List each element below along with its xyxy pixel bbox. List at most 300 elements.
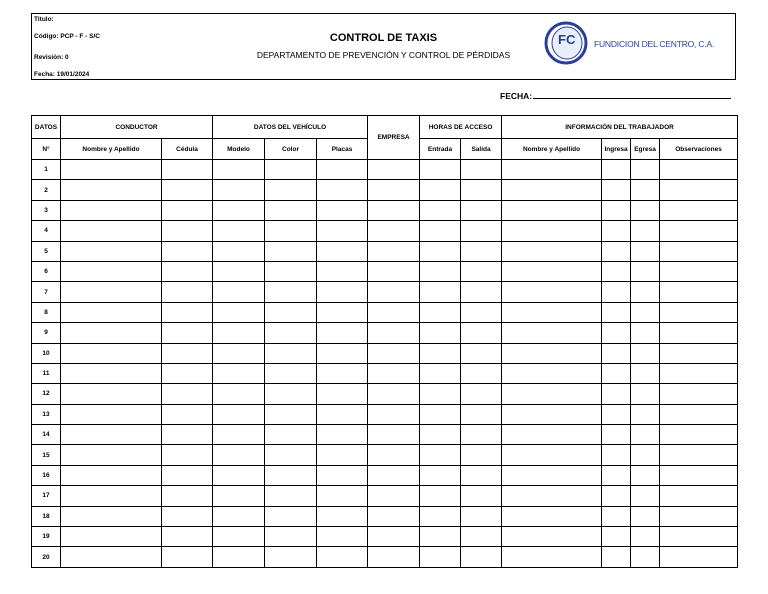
- col-numero: N°: [32, 139, 61, 160]
- table-cell[interactable]: [61, 302, 162, 322]
- table-cell[interactable]: [368, 343, 420, 363]
- table-cell[interactable]: [368, 465, 420, 485]
- table-cell[interactable]: [461, 261, 502, 281]
- table-row: [32, 547, 738, 567]
- table-cell[interactable]: [213, 404, 265, 424]
- col-conductor-nombre: Nombre y Apellido: [61, 139, 162, 160]
- table-cell[interactable]: [61, 261, 162, 281]
- group-conductor: CONDUCTOR: [61, 116, 213, 139]
- fecha-field: [500, 91, 731, 101]
- table-cell[interactable]: [602, 425, 631, 445]
- table-cell[interactable]: [213, 221, 265, 241]
- table-cell[interactable]: [213, 465, 265, 485]
- table-cell[interactable]: [461, 221, 502, 241]
- group-horas: HORAS DE ACCESO: [420, 116, 502, 139]
- table-cell[interactable]: [420, 160, 461, 180]
- table-cell[interactable]: [213, 486, 265, 506]
- table-cell[interactable]: [368, 221, 420, 241]
- table-cell[interactable]: [420, 547, 461, 567]
- table-cell[interactable]: [162, 547, 213, 567]
- table-cell[interactable]: [631, 261, 660, 281]
- company-logo: [542, 20, 715, 66]
- fecha-meta-label: Fecha: 19/01/2024: [34, 71, 90, 78]
- table-cell[interactable]: [420, 486, 461, 506]
- table-cell[interactable]: [213, 445, 265, 465]
- table-cell[interactable]: [461, 180, 502, 200]
- table-cell[interactable]: [265, 180, 317, 200]
- table-row: [32, 241, 738, 261]
- table-cell[interactable]: [420, 527, 461, 547]
- table-cell[interactable]: [461, 425, 502, 445]
- table-cell[interactable]: [368, 404, 420, 424]
- table-row: [32, 200, 738, 220]
- table-cell[interactable]: [162, 445, 213, 465]
- table-cell[interactable]: [317, 547, 368, 567]
- table-cell[interactable]: [368, 323, 420, 343]
- table-cell[interactable]: [602, 384, 631, 404]
- table-cell[interactable]: [162, 261, 213, 281]
- table-cell[interactable]: [631, 486, 660, 506]
- fc-logo-icon: [542, 20, 590, 66]
- table-cell[interactable]: [265, 343, 317, 363]
- table-cell[interactable]: [602, 160, 631, 180]
- table-cell[interactable]: [368, 527, 420, 547]
- table-cell[interactable]: [631, 425, 660, 445]
- table-cell[interactable]: [265, 486, 317, 506]
- table-cell[interactable]: [602, 465, 631, 485]
- row-number: 14: [32, 425, 61, 445]
- table-cell[interactable]: [502, 282, 602, 302]
- table-cell[interactable]: [61, 221, 162, 241]
- table-cell[interactable]: [265, 506, 317, 526]
- table-cell[interactable]: [265, 200, 317, 220]
- col-trabajador-nombre: Nombre y Apellido: [502, 139, 602, 160]
- table-cell[interactable]: [213, 200, 265, 220]
- table-cell[interactable]: [368, 302, 420, 322]
- table-cell[interactable]: [317, 323, 368, 343]
- table-cell[interactable]: [61, 404, 162, 424]
- table-cell[interactable]: [317, 221, 368, 241]
- table-cell[interactable]: [265, 302, 317, 322]
- col-observaciones: Observaciones: [660, 139, 738, 160]
- table-row: [32, 486, 738, 506]
- table-cell[interactable]: [213, 384, 265, 404]
- table-cell[interactable]: [61, 180, 162, 200]
- table-cell[interactable]: [631, 465, 660, 485]
- table-cell[interactable]: [162, 465, 213, 485]
- table-cell[interactable]: [61, 486, 162, 506]
- table-cell[interactable]: [213, 302, 265, 322]
- table-cell[interactable]: [631, 404, 660, 424]
- table-cell[interactable]: [502, 445, 602, 465]
- table-cell[interactable]: [213, 180, 265, 200]
- table-cell[interactable]: [602, 404, 631, 424]
- table-cell[interactable]: [602, 445, 631, 465]
- titulo-label: Titulo:: [34, 16, 54, 23]
- table-row: [32, 302, 738, 322]
- table-cell[interactable]: [61, 160, 162, 180]
- table-cell[interactable]: [461, 323, 502, 343]
- table-cell[interactable]: [61, 506, 162, 526]
- taxi-control-table: [31, 115, 738, 568]
- table-cell[interactable]: [660, 527, 738, 547]
- table-cell[interactable]: [162, 323, 213, 343]
- table-cell[interactable]: [317, 241, 368, 261]
- table-cell[interactable]: [162, 425, 213, 445]
- table-cell[interactable]: [317, 486, 368, 506]
- logo-initials: FC: [558, 32, 576, 47]
- table-cell[interactable]: [420, 465, 461, 485]
- table-cell[interactable]: [502, 547, 602, 567]
- table-cell[interactable]: [265, 547, 317, 567]
- table-cell[interactable]: [213, 261, 265, 281]
- table-row: [32, 445, 738, 465]
- table-cell[interactable]: [368, 241, 420, 261]
- table-cell[interactable]: [317, 445, 368, 465]
- table-cell[interactable]: [265, 282, 317, 302]
- table-cell[interactable]: [660, 363, 738, 383]
- table-cell[interactable]: [602, 363, 631, 383]
- col-ingresa: Ingresa: [602, 139, 631, 160]
- table-cell[interactable]: [420, 404, 461, 424]
- table-cell[interactable]: [631, 180, 660, 200]
- table-cell[interactable]: [162, 241, 213, 261]
- table-row: [32, 527, 738, 547]
- table-cell[interactable]: [61, 241, 162, 261]
- table-cell[interactable]: [502, 425, 602, 445]
- table-cell[interactable]: [317, 404, 368, 424]
- table-cell[interactable]: [461, 506, 502, 526]
- table-cell[interactable]: [162, 384, 213, 404]
- table-cell[interactable]: [368, 363, 420, 383]
- table-cell[interactable]: [317, 363, 368, 383]
- table-cell[interactable]: [265, 160, 317, 180]
- table-cell[interactable]: [317, 282, 368, 302]
- row-number: 10: [32, 343, 61, 363]
- table-row: [32, 465, 738, 485]
- table-cell[interactable]: [420, 241, 461, 261]
- col-color: Color: [265, 139, 317, 160]
- table-cell[interactable]: [317, 384, 368, 404]
- table-cell[interactable]: [213, 282, 265, 302]
- table-cell[interactable]: [61, 425, 162, 445]
- table-cell[interactable]: [602, 323, 631, 343]
- table-cell[interactable]: [420, 221, 461, 241]
- row-number: 15: [32, 445, 61, 465]
- table-cell[interactable]: [502, 343, 602, 363]
- table-cell[interactable]: [420, 384, 461, 404]
- table-cell[interactable]: [162, 404, 213, 424]
- table-cell[interactable]: [461, 486, 502, 506]
- table-cell[interactable]: [602, 547, 631, 567]
- table-cell[interactable]: [660, 200, 738, 220]
- col-cedula: Cédula: [162, 139, 213, 160]
- table-cell[interactable]: [265, 241, 317, 261]
- table-cell[interactable]: [265, 261, 317, 281]
- table-cell[interactable]: [660, 221, 738, 241]
- row-number: 5: [32, 241, 61, 261]
- table-cell[interactable]: [162, 486, 213, 506]
- table-cell[interactable]: [602, 241, 631, 261]
- table-cell[interactable]: [368, 384, 420, 404]
- table-cell[interactable]: [602, 527, 631, 547]
- table-cell[interactable]: [631, 384, 660, 404]
- table-cell[interactable]: [660, 323, 738, 343]
- row-number: 2: [32, 180, 61, 200]
- table-cell[interactable]: [265, 425, 317, 445]
- table-row: [32, 282, 738, 302]
- table-cell[interactable]: [602, 302, 631, 322]
- table-cell[interactable]: [420, 302, 461, 322]
- table-cell[interactable]: [602, 261, 631, 281]
- table-cell[interactable]: [162, 200, 213, 220]
- table-cell[interactable]: [317, 180, 368, 200]
- table-cell[interactable]: [162, 180, 213, 200]
- table-cell[interactable]: [502, 261, 602, 281]
- table-cell[interactable]: [602, 200, 631, 220]
- row-number: 11: [32, 363, 61, 383]
- table-row: [32, 506, 738, 526]
- table-cell[interactable]: [162, 527, 213, 547]
- table-cell[interactable]: [61, 323, 162, 343]
- table-cell[interactable]: [502, 404, 602, 424]
- group-trabajador: INFORMACIÓN DEL TRABAJADOR: [502, 116, 738, 139]
- table-cell[interactable]: [502, 241, 602, 261]
- table-cell[interactable]: [162, 343, 213, 363]
- table-cell[interactable]: [660, 425, 738, 445]
- table-cell[interactable]: [317, 200, 368, 220]
- table-cell[interactable]: [631, 445, 660, 465]
- table-cell[interactable]: [461, 343, 502, 363]
- table-cell[interactable]: [631, 343, 660, 363]
- table-cell[interactable]: [660, 404, 738, 424]
- table-cell[interactable]: [502, 506, 602, 526]
- table-cell[interactable]: [61, 465, 162, 485]
- group-datos: DATOS: [32, 116, 61, 139]
- table-cell[interactable]: [368, 282, 420, 302]
- table-cell[interactable]: [162, 302, 213, 322]
- table-cell[interactable]: [602, 221, 631, 241]
- table-cell[interactable]: [61, 200, 162, 220]
- table-cell[interactable]: [317, 343, 368, 363]
- table-cell[interactable]: [502, 486, 602, 506]
- table-cell[interactable]: [502, 384, 602, 404]
- table-cell[interactable]: [602, 506, 631, 526]
- row-number: 1: [32, 160, 61, 180]
- table-row: [32, 363, 738, 383]
- table-cell[interactable]: [162, 363, 213, 383]
- table-cell[interactable]: [660, 445, 738, 465]
- col-entrada: Entrada: [420, 139, 461, 160]
- table-cell[interactable]: [162, 160, 213, 180]
- table-cell[interactable]: [461, 200, 502, 220]
- table-cell[interactable]: [61, 343, 162, 363]
- table-cell[interactable]: [631, 302, 660, 322]
- table-cell[interactable]: [368, 445, 420, 465]
- row-number: 12: [32, 384, 61, 404]
- table-cell[interactable]: [461, 160, 502, 180]
- row-number: 18: [32, 506, 61, 526]
- table-row: [32, 160, 738, 180]
- group-vehiculo: DATOS DEL VEHÍCULO: [213, 116, 368, 139]
- row-number: 4: [32, 221, 61, 241]
- table-cell[interactable]: [213, 425, 265, 445]
- table-cell[interactable]: [461, 465, 502, 485]
- table-cell[interactable]: [502, 221, 602, 241]
- table-cell[interactable]: [420, 506, 461, 526]
- table-cell[interactable]: [502, 200, 602, 220]
- table-cell[interactable]: [317, 527, 368, 547]
- table-cell[interactable]: [368, 425, 420, 445]
- table-cell[interactable]: [265, 445, 317, 465]
- table-cell[interactable]: [502, 180, 602, 200]
- table-cell[interactable]: [61, 282, 162, 302]
- table-cell[interactable]: [420, 200, 461, 220]
- document-title: CONTROL DE TAXIS: [329, 32, 438, 44]
- table-cell[interactable]: [420, 363, 461, 383]
- table-cell[interactable]: [631, 323, 660, 343]
- table-cell[interactable]: [265, 465, 317, 485]
- table-cell[interactable]: [368, 261, 420, 281]
- table-cell[interactable]: [61, 527, 162, 547]
- table-cell[interactable]: [602, 180, 631, 200]
- table-cell[interactable]: [502, 160, 602, 180]
- table-cell[interactable]: [213, 160, 265, 180]
- table-cell[interactable]: [660, 384, 738, 404]
- table-cell[interactable]: [631, 241, 660, 261]
- table-cell[interactable]: [631, 363, 660, 383]
- col-salida: Salida: [461, 139, 502, 160]
- table-cell[interactable]: [162, 282, 213, 302]
- table-cell[interactable]: [61, 445, 162, 465]
- table-cell[interactable]: [317, 261, 368, 281]
- row-number: 19: [32, 527, 61, 547]
- table-cell[interactable]: [368, 160, 420, 180]
- table-cell[interactable]: [660, 343, 738, 363]
- table-cell[interactable]: [420, 445, 461, 465]
- table-cell[interactable]: [660, 465, 738, 485]
- table-cell[interactable]: [502, 363, 602, 383]
- table-cell[interactable]: [461, 384, 502, 404]
- table-cell[interactable]: [420, 343, 461, 363]
- table-cell[interactable]: [602, 282, 631, 302]
- table-cell[interactable]: [631, 200, 660, 220]
- table-cell[interactable]: [461, 404, 502, 424]
- table-cell[interactable]: [61, 547, 162, 567]
- table-cell[interactable]: [368, 506, 420, 526]
- table-cell[interactable]: [660, 160, 738, 180]
- table-cell[interactable]: [317, 465, 368, 485]
- table-cell[interactable]: [631, 282, 660, 302]
- table-cell[interactable]: [213, 547, 265, 567]
- table-cell[interactable]: [461, 547, 502, 567]
- table-row: [32, 404, 738, 424]
- table-cell[interactable]: [368, 547, 420, 567]
- table-cell[interactable]: [317, 425, 368, 445]
- table-cell[interactable]: [631, 547, 660, 567]
- table-cell[interactable]: [368, 486, 420, 506]
- table-cell[interactable]: [420, 425, 461, 445]
- table-cell[interactable]: [631, 527, 660, 547]
- table-cell[interactable]: [461, 445, 502, 465]
- table-cell[interactable]: [420, 282, 461, 302]
- table-cell[interactable]: [162, 506, 213, 526]
- table-cell[interactable]: [660, 302, 738, 322]
- table-row: [32, 323, 738, 343]
- table-cell[interactable]: [502, 323, 602, 343]
- table-cell[interactable]: [461, 282, 502, 302]
- table-cell[interactable]: [660, 261, 738, 281]
- table-cell[interactable]: [461, 302, 502, 322]
- table-cell[interactable]: [213, 241, 265, 261]
- table-row: [32, 343, 738, 363]
- table-cell[interactable]: [162, 221, 213, 241]
- table-cell[interactable]: [317, 160, 368, 180]
- table-cell[interactable]: [317, 506, 368, 526]
- table-cell[interactable]: [213, 363, 265, 383]
- table-cell[interactable]: [502, 465, 602, 485]
- table-cell[interactable]: [660, 180, 738, 200]
- table-body: [32, 160, 738, 568]
- table-row: [32, 221, 738, 241]
- table-cell[interactable]: [61, 363, 162, 383]
- table-cell[interactable]: [213, 323, 265, 343]
- table-cell[interactable]: [265, 323, 317, 343]
- table-cell[interactable]: [368, 180, 420, 200]
- table-row: [32, 425, 738, 445]
- table-cell[interactable]: [660, 486, 738, 506]
- table-cell[interactable]: [631, 160, 660, 180]
- table-cell[interactable]: [502, 302, 602, 322]
- table-cell[interactable]: [660, 241, 738, 261]
- table-cell[interactable]: [660, 547, 738, 567]
- table-cell[interactable]: [602, 486, 631, 506]
- table-cell[interactable]: [213, 343, 265, 363]
- table-cell[interactable]: [265, 363, 317, 383]
- table-cell[interactable]: [461, 241, 502, 261]
- table-cell[interactable]: [61, 384, 162, 404]
- document-subtitle: DEPARTAMENTO DE PREVENCIÓN Y CONTROL DE PÉRDIDAS: [256, 50, 511, 60]
- logo-text: FUNDICION DEL CENTRO, C.A.: [594, 39, 715, 49]
- col-placas: Placas: [317, 139, 368, 160]
- table-cell[interactable]: [265, 527, 317, 547]
- table-cell[interactable]: [265, 384, 317, 404]
- row-number: 9: [32, 323, 61, 343]
- table-cell[interactable]: [461, 527, 502, 547]
- table-cell[interactable]: [420, 323, 461, 343]
- row-number: 8: [32, 302, 61, 322]
- table-row: [32, 261, 738, 281]
- table-cell[interactable]: [265, 221, 317, 241]
- table-cell[interactable]: [631, 221, 660, 241]
- table-cell[interactable]: [502, 527, 602, 547]
- table-cell[interactable]: [602, 343, 631, 363]
- table-cell[interactable]: [660, 282, 738, 302]
- table-cell[interactable]: [317, 302, 368, 322]
- table-cell[interactable]: [461, 363, 502, 383]
- col-egresa: Egresa: [631, 139, 660, 160]
- table-cell[interactable]: [631, 506, 660, 526]
- row-number: 7: [32, 282, 61, 302]
- table-cell[interactable]: [368, 200, 420, 220]
- table-cell[interactable]: [213, 506, 265, 526]
- table-cell[interactable]: [265, 404, 317, 424]
- table-cell[interactable]: [420, 180, 461, 200]
- table-cell[interactable]: [660, 506, 738, 526]
- group-empresa: EMPRESA: [368, 116, 420, 160]
- table-cell[interactable]: [213, 527, 265, 547]
- table-cell[interactable]: [420, 261, 461, 281]
